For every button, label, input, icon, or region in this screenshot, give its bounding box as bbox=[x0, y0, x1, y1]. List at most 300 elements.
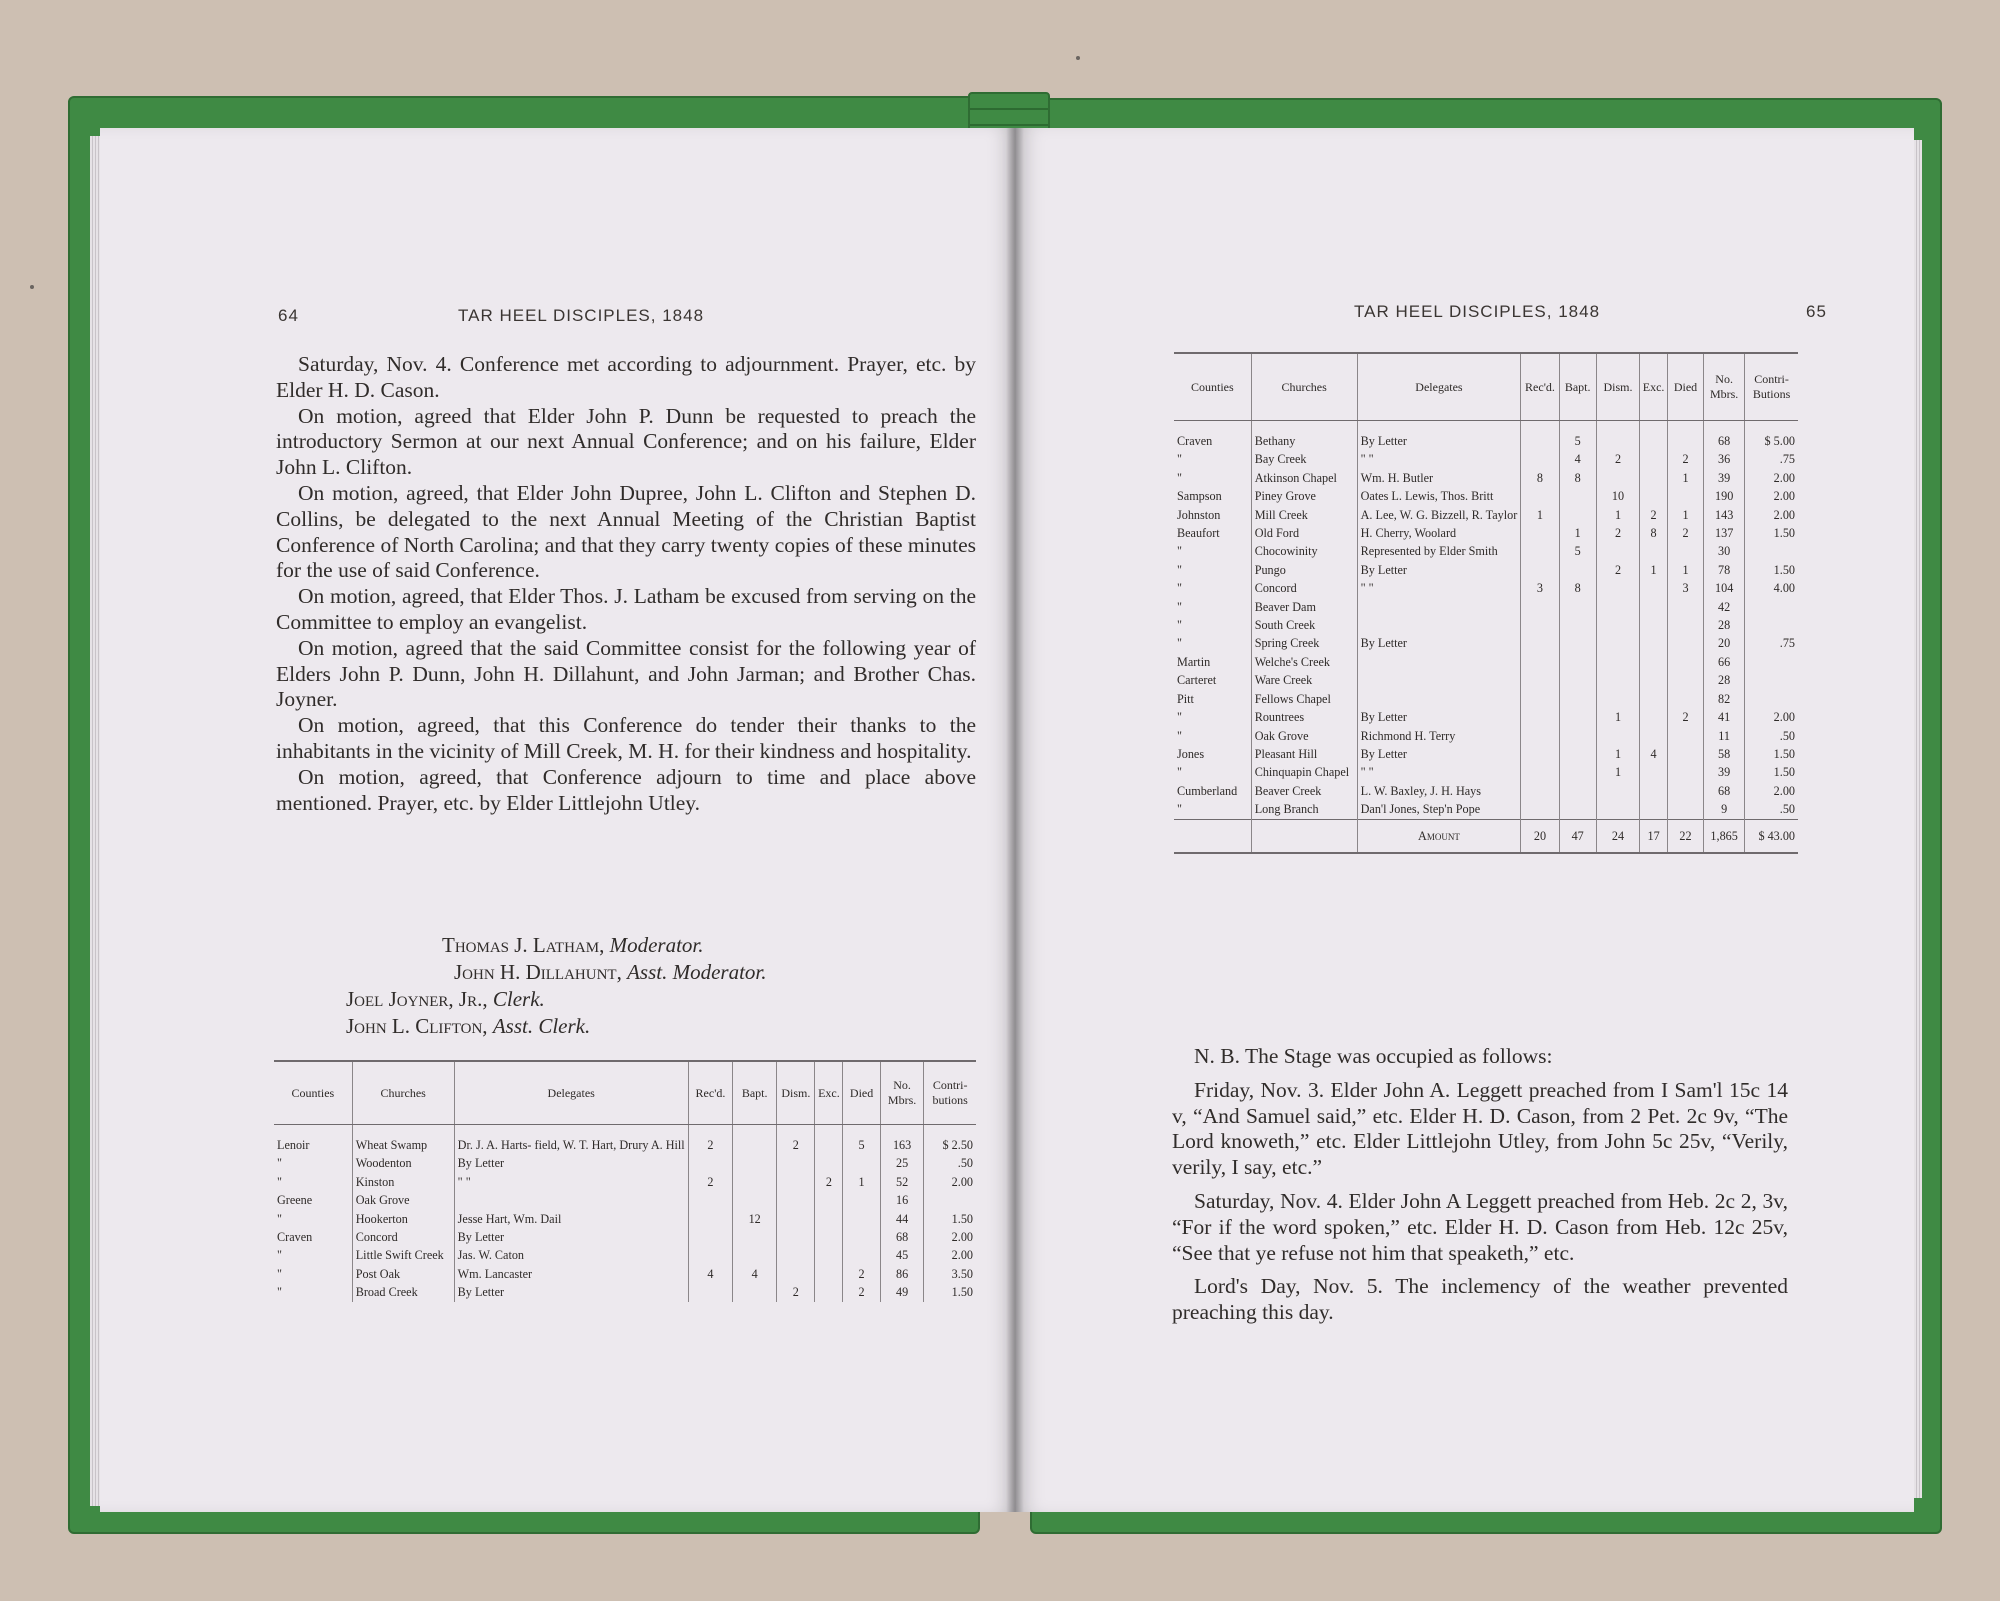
signature-asst-clerk bbox=[346, 1014, 590, 1039]
cell-mbrs: 68 bbox=[1704, 421, 1745, 451]
cell-contrib bbox=[1745, 598, 1798, 616]
column-header-recd: Rec'd. bbox=[688, 1061, 733, 1125]
cell-recd: 2 bbox=[688, 1125, 733, 1155]
cell-dism: 2 bbox=[1596, 524, 1640, 542]
cell-bapt bbox=[1559, 487, 1596, 505]
cell-delegates: Represented by Elder Smith bbox=[1357, 542, 1521, 560]
total-empty-cell bbox=[1174, 819, 1251, 853]
right-body-text bbox=[1172, 1044, 1788, 1334]
cell-contrib: 2.00 bbox=[1745, 487, 1798, 505]
cell-died bbox=[1667, 598, 1703, 616]
column-header-dism: Dism. bbox=[1596, 353, 1640, 421]
paragraph: Saturday, Nov. 4. Elder John A Leggett preached from Heb. 2c 2, 3v, “For if the word spoken,” etc. Elder H. D. Cason from Heb. 12c 25v, “See that ye refuse not him that speaketh,” etc. bbox=[1172, 1188, 1788, 1265]
cell-bapt bbox=[1559, 763, 1596, 781]
table-row bbox=[1174, 671, 1798, 689]
column-header-counties: Counties bbox=[1174, 353, 1251, 421]
cell-recd: 1 bbox=[1521, 506, 1559, 524]
cell-church: Rountrees bbox=[1251, 708, 1357, 726]
cell-mbrs: 41 bbox=[1704, 708, 1745, 726]
cell-died bbox=[1667, 542, 1703, 560]
cell-died: 2 bbox=[1667, 450, 1703, 468]
cell-dism: 2 bbox=[777, 1125, 815, 1155]
cell-county: Carteret bbox=[1177, 673, 1217, 688]
signature-clerk bbox=[346, 987, 545, 1012]
cell-recd bbox=[1521, 450, 1559, 468]
paragraph: Friday, Nov. 3. Elder John A. Leggett preached from I Sam'l 15c 14 v, “And Samuel said,” etc. Elder H. D. Cason, from 2 Pet. 2c 9v, “The Lord knoweth,” etc. Elder Littlejohn Utley, from John 5c 25v, “Verily, verily, I say, etc.” bbox=[1172, 1077, 1788, 1180]
cell-county: " bbox=[277, 1174, 282, 1189]
totals-row bbox=[1174, 819, 1798, 853]
cell-dism bbox=[1596, 782, 1640, 800]
cell-recd: 3 bbox=[1521, 579, 1559, 597]
cell-delegates: By Letter bbox=[454, 1154, 688, 1172]
cell-county: Craven bbox=[1177, 434, 1213, 448]
cell-county: Lenoir bbox=[277, 1138, 310, 1152]
cell-county: " bbox=[1177, 728, 1182, 743]
cell-dism: 1 bbox=[1596, 506, 1640, 524]
cell-contrib bbox=[924, 1191, 976, 1209]
table-row bbox=[274, 1154, 976, 1172]
cell-county: " bbox=[1177, 581, 1182, 596]
signature-asst-moderator bbox=[454, 960, 767, 985]
cell-exc bbox=[1640, 782, 1668, 800]
cell-recd bbox=[1521, 598, 1559, 616]
cell-delegates bbox=[1357, 671, 1521, 689]
cell-dism bbox=[1596, 727, 1640, 745]
total-bapt: 47 bbox=[1559, 819, 1596, 853]
cell-church: Pungo bbox=[1251, 561, 1357, 579]
total-dism: 24 bbox=[1596, 819, 1640, 853]
cell-dism bbox=[777, 1210, 815, 1228]
table-row bbox=[1174, 634, 1798, 652]
cell-dism bbox=[1596, 579, 1640, 597]
cell-church: Atkinson Chapel bbox=[1251, 469, 1357, 487]
cell-exc bbox=[1640, 421, 1668, 451]
cell-died: 1 bbox=[1667, 561, 1703, 579]
cell-county: " bbox=[1177, 562, 1182, 577]
cell-county: Greene bbox=[277, 1193, 313, 1208]
cell-mbrs: 68 bbox=[880, 1228, 923, 1246]
column-header-exc: Exc. bbox=[815, 1061, 843, 1125]
book-gutter bbox=[1006, 128, 1024, 1512]
cell-mbrs: 28 bbox=[1704, 616, 1745, 634]
column-header-churches: Churches bbox=[1251, 353, 1357, 421]
cell-church: Chocowinity bbox=[1251, 542, 1357, 560]
cell-delegates: H. Cherry, Woolard bbox=[1357, 524, 1521, 542]
signature-name: Joel Joyner, Jr., bbox=[346, 987, 488, 1011]
cell-dism: 2 bbox=[1596, 561, 1640, 579]
cell-bapt bbox=[1559, 690, 1596, 708]
cell-died bbox=[1667, 671, 1703, 689]
cell-bapt: 1 bbox=[1559, 524, 1596, 542]
cell-dism: 2 bbox=[777, 1283, 815, 1301]
cell-county: " bbox=[277, 1266, 282, 1281]
cell-dism: 1 bbox=[1596, 745, 1640, 763]
table-row bbox=[1174, 800, 1798, 819]
column-header-died: Died bbox=[1667, 353, 1703, 421]
cell-mbrs: 16 bbox=[880, 1191, 923, 1209]
cell-died: 2 bbox=[843, 1265, 881, 1283]
cell-mbrs: 44 bbox=[880, 1210, 923, 1228]
cell-county: Sampson bbox=[1177, 489, 1222, 504]
cell-mbrs: 42 bbox=[1704, 598, 1745, 616]
cell-recd bbox=[1521, 561, 1559, 579]
cell-church: Oak Grove bbox=[352, 1191, 454, 1209]
cell-county: " bbox=[277, 1285, 282, 1300]
cell-church: Little Swift Creek bbox=[352, 1246, 454, 1264]
left-running-head: TAR HEEL DISCIPLES, 1848 bbox=[458, 306, 705, 325]
cell-died bbox=[1667, 616, 1703, 634]
table-row bbox=[1174, 421, 1798, 451]
cell-dism bbox=[777, 1246, 815, 1264]
cell-church: Bay Creek bbox=[1251, 450, 1357, 468]
cell-county: " bbox=[1177, 710, 1182, 725]
signature-title: Asst. Clerk. bbox=[492, 1014, 591, 1038]
cell-died: 5 bbox=[843, 1125, 881, 1155]
cell-exc bbox=[1640, 450, 1668, 468]
cell-delegates: L. W. Baxley, J. H. Hays bbox=[1357, 782, 1521, 800]
cell-bapt bbox=[733, 1228, 777, 1246]
cell-exc bbox=[1640, 542, 1668, 560]
cell-contrib: 1.50 bbox=[924, 1283, 976, 1301]
cell-died bbox=[1667, 763, 1703, 781]
cell-church: Woodenton bbox=[352, 1154, 454, 1172]
cell-contrib: 2.00 bbox=[1745, 506, 1798, 524]
left-body-text bbox=[276, 352, 976, 816]
cell-died bbox=[843, 1246, 881, 1264]
cell-bapt bbox=[733, 1246, 777, 1264]
cell-mbrs: 45 bbox=[880, 1246, 923, 1264]
cell-dism bbox=[1596, 800, 1640, 819]
cell-exc bbox=[815, 1125, 843, 1155]
cell-church: Post Oak bbox=[352, 1265, 454, 1283]
cell-recd bbox=[1521, 763, 1559, 781]
total-empty-cell bbox=[1251, 819, 1357, 853]
cell-contrib bbox=[1745, 653, 1798, 671]
cell-mbrs: 52 bbox=[880, 1173, 923, 1191]
cell-county: " bbox=[1177, 618, 1182, 633]
cell-dism bbox=[1596, 542, 1640, 560]
cell-dism: 10 bbox=[1596, 487, 1640, 505]
cell-exc: 2 bbox=[1640, 506, 1668, 524]
cell-delegates: Jas. W. Caton bbox=[454, 1246, 688, 1264]
cell-county: Beaufort bbox=[1177, 526, 1220, 541]
signature-title: Clerk. bbox=[492, 987, 545, 1011]
table-row bbox=[274, 1246, 976, 1264]
cell-bapt: 8 bbox=[1559, 579, 1596, 597]
cell-exc: 8 bbox=[1640, 524, 1668, 542]
table-row bbox=[1174, 561, 1798, 579]
cell-dism bbox=[1596, 690, 1640, 708]
table-row bbox=[274, 1283, 976, 1301]
table-row bbox=[1174, 598, 1798, 616]
cell-delegates: By Letter bbox=[1357, 634, 1521, 652]
cell-died bbox=[843, 1228, 881, 1246]
cell-exc bbox=[815, 1246, 843, 1264]
cell-church: Ware Creek bbox=[1251, 671, 1357, 689]
paragraph: Lord's Day, Nov. 5. The inclemency of the weather prevented preaching this day. bbox=[1172, 1274, 1788, 1325]
table-row bbox=[1174, 708, 1798, 726]
cell-mbrs: 20 bbox=[1704, 634, 1745, 652]
cell-county: Cumberland bbox=[1177, 783, 1238, 798]
cell-contrib: 1.50 bbox=[1745, 561, 1798, 579]
cell-bapt bbox=[733, 1173, 777, 1191]
cell-county: " bbox=[277, 1211, 282, 1226]
cell-bapt bbox=[1559, 745, 1596, 763]
cell-contrib: .75 bbox=[1745, 450, 1798, 468]
cell-recd bbox=[688, 1228, 733, 1246]
table-row bbox=[1174, 542, 1798, 560]
cell-county: Pitt bbox=[1177, 691, 1194, 706]
cell-contrib: 2.00 bbox=[1745, 782, 1798, 800]
cell-contrib: 2.00 bbox=[924, 1228, 976, 1246]
cell-died bbox=[843, 1191, 881, 1209]
cell-died bbox=[1667, 800, 1703, 819]
cell-recd bbox=[1521, 708, 1559, 726]
cell-bapt: 8 bbox=[1559, 469, 1596, 487]
paragraph: On motion, agreed, that Conference adjourn to time and place above mentioned. Prayer, etc. by Elder Littlejohn Utley. bbox=[276, 764, 976, 815]
right-running-head: TAR HEEL DISCIPLES, 1848 bbox=[1354, 302, 1601, 321]
cell-church: Hookerton bbox=[352, 1210, 454, 1228]
cell-mbrs: 104 bbox=[1704, 579, 1745, 597]
cell-recd bbox=[1521, 800, 1559, 819]
total-contrib: $ 43.00 bbox=[1745, 819, 1798, 853]
cell-mbrs: 11 bbox=[1704, 727, 1745, 745]
cell-church: Mill Creek bbox=[1251, 506, 1357, 524]
cell-died bbox=[843, 1210, 881, 1228]
cell-bapt bbox=[1559, 708, 1596, 726]
signature-moderator bbox=[442, 933, 704, 958]
cell-recd bbox=[1521, 690, 1559, 708]
cell-delegates: By Letter bbox=[1357, 708, 1521, 726]
column-header-died: Died bbox=[843, 1061, 881, 1125]
column-header-counties: Counties bbox=[274, 1061, 352, 1125]
column-header-mbrs: No. Mbrs. bbox=[1704, 353, 1745, 421]
left-page bbox=[100, 128, 1016, 1512]
signature-title: Asst. Moderator. bbox=[627, 960, 767, 984]
column-header-mbrs: No. Mbrs. bbox=[880, 1061, 923, 1125]
signature-name: John H. Dillahunt, bbox=[454, 960, 622, 984]
cell-recd bbox=[1521, 727, 1559, 745]
cell-contrib: $ 2.50 bbox=[924, 1125, 976, 1155]
column-header-bapt: Bapt. bbox=[733, 1061, 777, 1125]
cell-dism bbox=[777, 1154, 815, 1172]
cell-contrib bbox=[1745, 542, 1798, 560]
cell-mbrs: 66 bbox=[1704, 653, 1745, 671]
cell-church: Spring Creek bbox=[1251, 634, 1357, 652]
cell-died bbox=[1667, 634, 1703, 652]
cell-mbrs: 25 bbox=[880, 1154, 923, 1172]
cell-recd: 4 bbox=[688, 1265, 733, 1283]
cell-exc bbox=[815, 1228, 843, 1246]
cell-bapt: 12 bbox=[733, 1210, 777, 1228]
cell-dism bbox=[1596, 671, 1640, 689]
cell-died bbox=[843, 1154, 881, 1172]
cell-exc bbox=[1640, 579, 1668, 597]
column-header-delegates: Delegates bbox=[1357, 353, 1521, 421]
cell-mbrs: 68 bbox=[1704, 782, 1745, 800]
cell-church: Oak Grove bbox=[1251, 727, 1357, 745]
cell-delegates: " " bbox=[454, 1173, 688, 1191]
left-page-number: 64 bbox=[278, 306, 299, 325]
table-row bbox=[1174, 782, 1798, 800]
cell-contrib: .75 bbox=[1745, 634, 1798, 652]
cell-delegates bbox=[454, 1191, 688, 1209]
cell-church: Chinquapin Chapel bbox=[1251, 763, 1357, 781]
cell-church: Old Ford bbox=[1251, 524, 1357, 542]
cell-exc bbox=[1640, 800, 1668, 819]
cell-recd bbox=[1521, 616, 1559, 634]
table-row bbox=[274, 1191, 976, 1209]
cell-bapt bbox=[1559, 616, 1596, 634]
cell-died bbox=[1667, 690, 1703, 708]
paragraph: On motion, agreed, that this Conference do tender their thanks to the inhabitants in the vicinity of Mill Creek, M. H. for their kindness and hospitality. bbox=[276, 713, 976, 763]
cell-mbrs: 82 bbox=[1704, 690, 1745, 708]
cell-county: Johnston bbox=[1177, 507, 1221, 522]
column-header-delegates: Delegates bbox=[454, 1061, 688, 1125]
cell-delegates bbox=[1357, 653, 1521, 671]
cell-delegates: Dr. J. A. Harts- field, W. T. Hart, Drury A. Hill bbox=[454, 1125, 688, 1155]
cell-contrib: 2.00 bbox=[1745, 469, 1798, 487]
cell-delegates: By Letter bbox=[1357, 745, 1521, 763]
cell-died: 1 bbox=[843, 1173, 881, 1191]
cell-church: Bethany bbox=[1251, 421, 1357, 451]
cell-died bbox=[1667, 782, 1703, 800]
cell-contrib: 1.50 bbox=[1745, 763, 1798, 781]
cell-contrib: 2.00 bbox=[1745, 708, 1798, 726]
column-header-recd: Rec'd. bbox=[1521, 353, 1559, 421]
cell-church: Beaver Creek bbox=[1251, 782, 1357, 800]
cell-bapt bbox=[733, 1191, 777, 1209]
cell-recd bbox=[1521, 524, 1559, 542]
cell-contrib bbox=[1745, 616, 1798, 634]
cell-delegates: " " bbox=[1357, 450, 1521, 468]
cell-recd bbox=[1521, 782, 1559, 800]
column-header-churches: Churches bbox=[352, 1061, 454, 1125]
cell-bapt bbox=[1559, 634, 1596, 652]
cell-dism bbox=[777, 1265, 815, 1283]
cell-delegates: Jesse Hart, Wm. Dail bbox=[454, 1210, 688, 1228]
cell-mbrs: 28 bbox=[1704, 671, 1745, 689]
cell-mbrs: 49 bbox=[880, 1283, 923, 1301]
cell-mbrs: 86 bbox=[880, 1265, 923, 1283]
table-row bbox=[1174, 506, 1798, 524]
table-row bbox=[274, 1173, 976, 1191]
cell-county: " bbox=[1177, 765, 1182, 780]
signature-title: Moderator. bbox=[609, 933, 704, 957]
cell-contrib: 1.50 bbox=[1745, 745, 1798, 763]
cell-died: 1 bbox=[1667, 469, 1703, 487]
cell-exc: 2 bbox=[815, 1173, 843, 1191]
table-row bbox=[1174, 763, 1798, 781]
cell-recd bbox=[1521, 421, 1559, 451]
cell-recd bbox=[1521, 653, 1559, 671]
cell-dism bbox=[777, 1173, 815, 1191]
cell-recd: 8 bbox=[1521, 469, 1559, 487]
cell-exc bbox=[1640, 708, 1668, 726]
cell-exc: 1 bbox=[1640, 561, 1668, 579]
cell-exc bbox=[1640, 727, 1668, 745]
cell-delegates: Oates L. Lewis, Thos. Britt bbox=[1357, 487, 1521, 505]
cell-died bbox=[1667, 745, 1703, 763]
cell-delegates: By Letter bbox=[454, 1228, 688, 1246]
cell-dism bbox=[777, 1228, 815, 1246]
cell-died: 3 bbox=[1667, 579, 1703, 597]
cell-recd bbox=[688, 1283, 733, 1301]
cell-delegates: By Letter bbox=[1357, 421, 1521, 451]
cell-mbrs: 36 bbox=[1704, 450, 1745, 468]
column-header-bapt: Bapt. bbox=[1559, 353, 1596, 421]
cell-mbrs: 137 bbox=[1704, 524, 1745, 542]
table-row bbox=[1174, 524, 1798, 542]
cell-church: Long Branch bbox=[1251, 800, 1357, 819]
cell-delegates: By Letter bbox=[1357, 561, 1521, 579]
cell-died bbox=[1667, 653, 1703, 671]
cell-delegates: Wm. H. Butler bbox=[1357, 469, 1521, 487]
table-row bbox=[274, 1265, 976, 1283]
cell-contrib bbox=[1745, 690, 1798, 708]
table-row bbox=[274, 1210, 976, 1228]
cell-bapt bbox=[1559, 506, 1596, 524]
cell-church: Fellows Chapel bbox=[1251, 690, 1357, 708]
cell-delegates bbox=[1357, 616, 1521, 634]
table-row bbox=[1174, 487, 1798, 505]
right-church-table bbox=[1174, 352, 1798, 854]
cell-bapt bbox=[733, 1125, 777, 1155]
cell-exc bbox=[1640, 763, 1668, 781]
cell-died: 1 bbox=[1667, 506, 1703, 524]
table-row bbox=[274, 1228, 976, 1246]
cell-church: Beaver Dam bbox=[1251, 598, 1357, 616]
cell-bapt: 4 bbox=[733, 1265, 777, 1283]
cell-bapt bbox=[1559, 561, 1596, 579]
cell-bapt bbox=[1559, 598, 1596, 616]
cell-dism bbox=[1596, 653, 1640, 671]
cell-mbrs: 39 bbox=[1704, 763, 1745, 781]
total-mbrs: 1,865 bbox=[1704, 819, 1745, 853]
left-church-table bbox=[274, 1060, 976, 1302]
cell-church: Concord bbox=[1251, 579, 1357, 597]
cell-exc bbox=[815, 1210, 843, 1228]
cell-bapt bbox=[1559, 653, 1596, 671]
table-row bbox=[1174, 727, 1798, 745]
cell-died bbox=[1667, 421, 1703, 451]
cell-bapt: 5 bbox=[1559, 421, 1596, 451]
cell-bapt bbox=[1559, 671, 1596, 689]
cell-dism bbox=[1596, 634, 1640, 652]
cell-exc bbox=[1640, 671, 1668, 689]
cell-recd bbox=[688, 1210, 733, 1228]
total-exc: 17 bbox=[1640, 819, 1668, 853]
cell-county: " bbox=[1177, 599, 1182, 614]
cell-recd bbox=[1521, 634, 1559, 652]
cell-contrib: .50 bbox=[924, 1154, 976, 1172]
cell-county: " bbox=[1177, 802, 1182, 817]
cell-died bbox=[1667, 487, 1703, 505]
cell-church: Pleasant Hill bbox=[1251, 745, 1357, 763]
cell-contrib: 2.00 bbox=[924, 1173, 976, 1191]
cell-county: " bbox=[1177, 544, 1182, 559]
cell-dism bbox=[1596, 616, 1640, 634]
cell-recd bbox=[1521, 542, 1559, 560]
cell-delegates: " " bbox=[1357, 579, 1521, 597]
cell-recd bbox=[688, 1246, 733, 1264]
cell-recd: 2 bbox=[688, 1173, 733, 1191]
cell-dism: 1 bbox=[1596, 763, 1640, 781]
cell-church: Concord bbox=[352, 1228, 454, 1246]
cell-contrib: 1.50 bbox=[924, 1210, 976, 1228]
cell-delegates: Wm. Lancaster bbox=[454, 1265, 688, 1283]
cell-exc bbox=[815, 1283, 843, 1301]
